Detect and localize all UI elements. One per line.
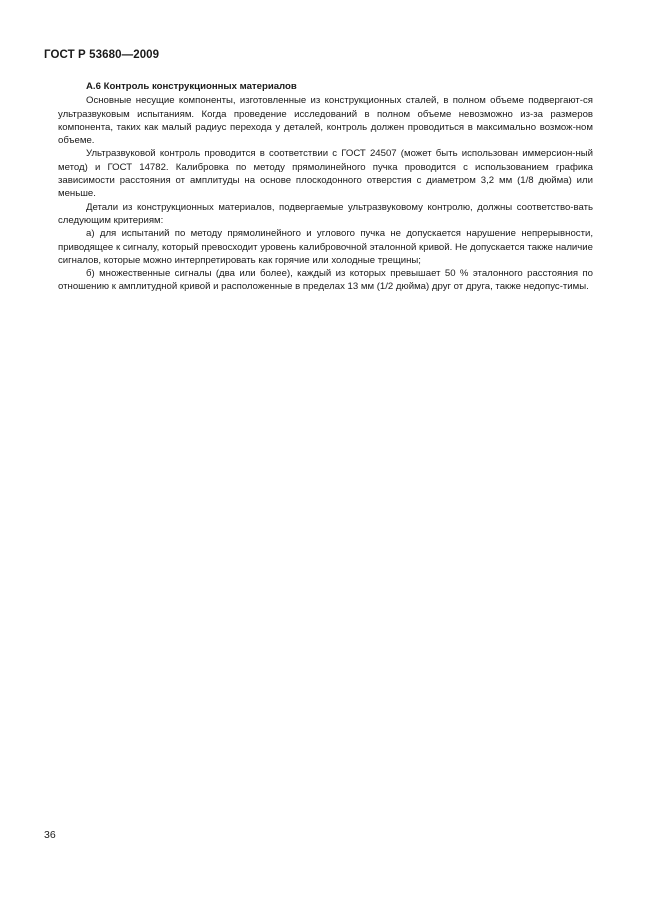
- paragraph-criteria-intro: Детали из конструкционных материалов, подвергаемые ультразвуковому контролю, должны соответство-вать следующим критериям:: [58, 201, 593, 226]
- section-content: [58, 80, 593, 294]
- criterion-b: б) множественные сигналы (два или более), каждый из которых превышает 50 % эталонного расстояния по отношению к амплитудной кривой и расположенные в пределах 13 мм (1/2 дюйма) друг от друга, также недопус-тимы.: [58, 268, 593, 293]
- paragraph-main-components: Основные несущие компоненты, изготовленные из конструкционных сталей, в полном объеме подвергают-ся ультразвуковым испытаниям. Когда проведение исследований в полном объеме невозможно из-за размеров компонента, таких как малый радиус перехода у деталей, контроль должен проводиться в максимально возмож-ном объеме.: [58, 95, 593, 147]
- paragraph-ultrasonic-control: Ультразвуковой контроль проводится в соответствии с ГОСТ 24507 (может быть использован иммерсион-ный метод) и ГОСТ 14782. Калибровка по методу прямолинейного пучка проводится с использованием графика зависимости расстояния от амплитуды на основе плоскодонного отверстия с диаметром 3,2 мм (1/8 дюйма) или меньше.: [58, 148, 593, 200]
- page-header-standard-id: ГОСТ Р 53680—2009: [44, 49, 160, 61]
- criterion-a: а) для испытаний по методу прямолинейного и углового пучка не допускается нарушение непрерывности, приводящее к сигналу, который превосходит уровень калибровочной эталонной кривой. Не допускается также наличие сигналов, которые можно интерпретировать как горячие или холодные трещины;: [58, 228, 593, 266]
- section-title: А.6 Контроль конструкционных материалов: [86, 81, 297, 92]
- page-number: 36: [44, 829, 56, 841]
